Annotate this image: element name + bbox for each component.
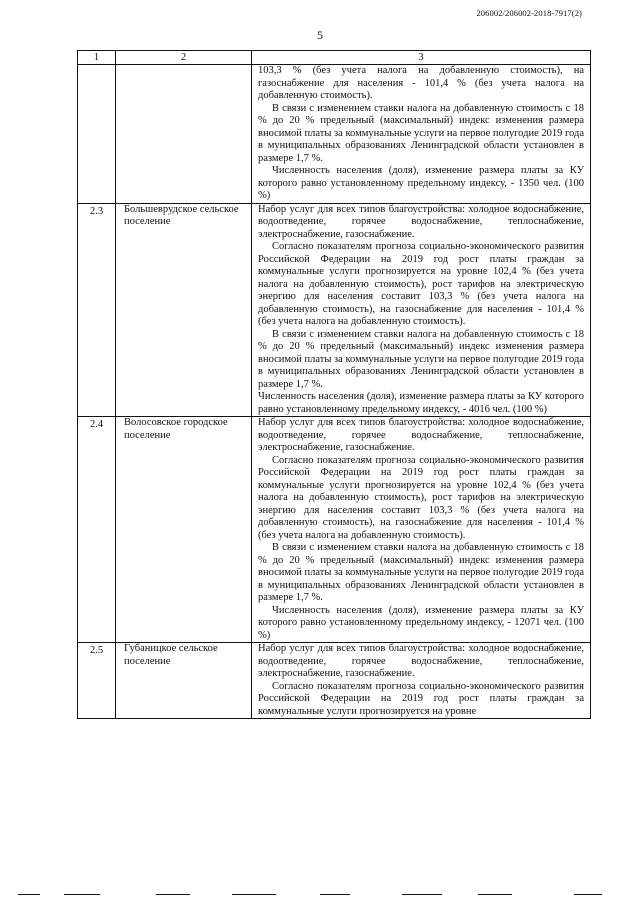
description-paragraph: В связи с изменением ставки налога на добавленную стоимость с 18 % до 20 % предельный (максимальный) индекс изменения размера вносимой платы за коммунальные услуги на первое полугодие 2019 года в муниципальных образованиях Ленинградской области установлен в размере 1,7 %. [258, 542, 584, 603]
row-number: 2.3 [78, 203, 116, 417]
description-paragraph: Численность населения (доля), изменение размера платы за КУ которого равно установленному предельному индексу, - 12071 чел. (100 %) [258, 604, 584, 641]
footer-mark [64, 894, 100, 895]
row-description [252, 417, 591, 643]
settlement-name: Волосовское городское поселение [116, 417, 252, 643]
row-description [252, 643, 591, 719]
description-paragraph: Набор услуг для всех типов благоустройства: холодное водоснабжение, водоотведение, горячее водоснабжение, теплоснабжение, электроснабжение, газоснабжение. [258, 203, 584, 240]
footer-mark [574, 894, 602, 895]
column-header-3: 3 [252, 51, 591, 65]
scan-footer-marks [0, 891, 640, 895]
column-header-2: 2 [116, 51, 252, 65]
row-number: 2.5 [78, 643, 116, 719]
footer-mark [402, 894, 442, 895]
footer-mark [478, 894, 512, 895]
table-header-row [78, 51, 591, 65]
table-row [78, 643, 591, 719]
description-paragraph: Согласно показателям прогноза социально-экономического развития Российской Федерации на 2019 год рост платы граждан за коммунальные услуги прогнозируется на уровне [258, 680, 584, 717]
footer-mark [156, 894, 190, 895]
settlement-name: Большеврудское сельское поселение [116, 203, 252, 417]
description-paragraph: В связи с изменением ставки налога на добавленную стоимость с 18 % до 20 % предельный (максимальный) индекс изменения размера вносимой платы за коммунальные услуги на первое полугодие 2019 года в муниципальных образованиях Ленинградской области установлен в размере 1,7 %. [258, 102, 584, 164]
table-row [78, 417, 591, 643]
description-paragraph: Набор услуг для всех типов благоустройства: холодное водоснабжение, водоотведение, горячее водоснабжение, теплоснабжение, электроснабжение, газоснабжение. [258, 417, 584, 453]
table-row [78, 203, 591, 417]
description-paragraph: Согласно показателям прогноза социально-экономического развития Российской Федерации на 2019 год рост платы граждан за коммунальные услуги прогнозируется на уровне 102,4 % (без учета налога на добавленную стоимость), рост тарифов на электрическую энергию для населения составит 103,3 % (без учета налога на добавленную стоимость), на газоснабжение для населения - 101,4 % (без учета налога на добавленную стоимость). [258, 454, 584, 541]
description-paragraph: Набор услуг для всех типов благоустройства: холодное водоснабжение, водоотведение, горячее водоснабжение, теплоснабжение, электроснабжение, газоснабжение. [258, 643, 584, 679]
table-row [78, 65, 591, 204]
description-paragraph: 103,3 % (без учета налога на добавленную стоимость), на газоснабжение для населения - 101,4 % (без учета налога на добавленную стоимость). [258, 65, 584, 101]
row-number [78, 65, 116, 204]
description-paragraph: Согласно показателям прогноза социально-экономического развития Российской Федерации на 2019 год рост платы граждан за коммунальные услуги прогнозируется на уровне 102,4 % (без учета налога на добавленную стоимость), рост тарифов на электрическую энергию для населения составит 103,3 % (без учета налога на добавленную стоимость), на газоснабжение для населения - 101,4 % (без учета налога на добавленную стоимость). [258, 241, 584, 327]
settlement-name: Губаницкое сельское поселение [116, 643, 252, 719]
footer-mark [18, 894, 40, 895]
row-number: 2.4 [78, 417, 116, 643]
document-id: 206002/206002-2018-7917(2) [476, 8, 582, 18]
description-paragraph: В связи с изменением ставки налога на добавленную стоимость с 18 % до 20 % предельный (максимальный) индекс изменения размера вносимой платы за коммунальные услуги на первое полугодие 2019 года в муниципальных образованиях Ленинградской области установлен в размере 1,7 %. [258, 328, 584, 390]
page-number: 5 [317, 28, 323, 42]
description-paragraph: Численность населения (доля), изменение размера платы за КУ которого равно установленному предельному индексу, - 1350 чел. (100 %) [258, 165, 584, 201]
footer-mark [320, 894, 350, 895]
footer-mark [232, 894, 276, 895]
services-table [77, 50, 591, 719]
description-paragraph: Численность населения (доля), изменение размера платы за КУ которого равно установленному предельному индексу, - 4016 чел. (100 %) [258, 391, 584, 415]
settlement-name [116, 65, 252, 204]
row-description [252, 203, 591, 417]
column-header-1: 1 [78, 51, 116, 65]
row-description [252, 65, 591, 204]
